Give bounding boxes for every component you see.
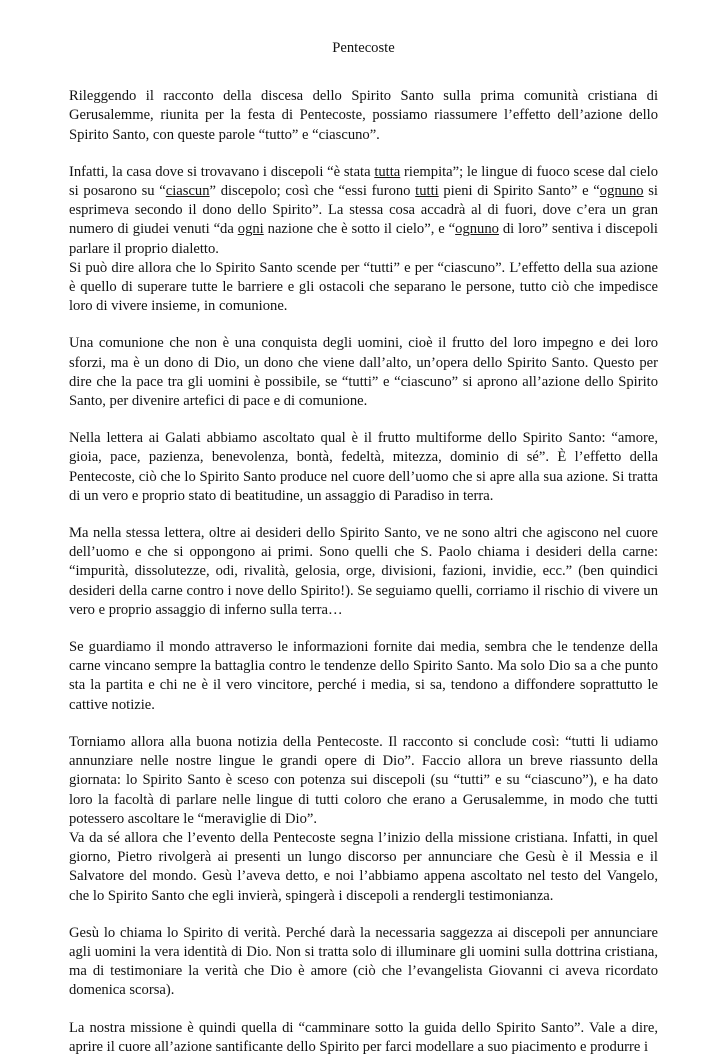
text-run: Rileggendo il racconto della discesa dello Spirito Santo sulla prima comunità cristiana di Gerusalemme, riunita per la festa di Pentecoste, possiamo riassumere l’effetto dell’azione dello Spirito Santo, con queste parole “tutto” e “ciascuno”. bbox=[69, 88, 658, 143]
paragraph bbox=[69, 638, 658, 715]
text-run: Una comunione che non è una conquista degli uomini, cioè il frutto del loro impegno e dei loro sforzi, ma è un dono di Dio, un dono che viene dall’alto, un’opera dello Spirito Santo. Questo per dire che la pace tra gli uomini è possibile, se “tutti” e “ciascuno” si aprono all’azione dello Spirito Santo, per divenire artefici di pace e di comunione. bbox=[69, 335, 658, 410]
underlined-word: tutti bbox=[415, 183, 439, 200]
underlined-word: ognuno bbox=[599, 183, 644, 200]
underlined-word: tutta bbox=[374, 163, 401, 180]
text-run: Si può dire allora che lo Spirito Santo scende per “tutti” e per “ciascuno”. L’effetto della sua azione è quello di superare tutte le barriere e gli ostacoli che separano le persone, tutto ciò che impedisce loro di vivere insieme, in comunione. bbox=[69, 259, 658, 315]
text-run: nazione che è sotto il cielo”, e “ bbox=[263, 221, 456, 238]
text-run: di loro” sentiva i discepoli parlare il proprio dialetto. bbox=[69, 221, 658, 257]
text-run: Va da sé allora che l’evento della Pentecoste segna l’inizio della missione cristiana. Infatti, in quel giorno, Pietro rivolgerà ai presenti un lungo discorso per annunciare che Gesù è il Messia e il Salvatore del mondo. Gesù l’aveva detto, e noi l’abbiamo appena ascoltato nel testo del Vangelo, che lo Spirito Santo che egli invierà, spingerà i discepoli a rendergli testimonianza. bbox=[69, 829, 658, 904]
document-title: Pentecoste bbox=[332, 40, 395, 56]
text-run: Torniamo allora alla buona notizia della Pentecoste. Il racconto si conclude così: “tutti li udiamo annunziare nelle nostre lingue le grandi opere di Dio”. Faccio allora un breve riassunto della giornata: lo Spirito Santo è sceso con potenza sui discepoli (su “tutti” e su “ciascuno”), e ha dato loro la facoltà di parlare nelle lingue di tutti coloro che erano a Gerusalemme, in modo che tutti potessero ascoltare le “meraviglie di Dio”. bbox=[69, 733, 658, 827]
underlined-word: ciascun bbox=[165, 183, 210, 200]
paragraph bbox=[69, 429, 658, 506]
text-run: Infatti, la casa dove si trovavano i discepoli “è stata bbox=[69, 163, 375, 180]
text-run: riempita”; le lingue di fuoco scese dal cielo si posarono su “ bbox=[69, 163, 658, 200]
paragraph bbox=[69, 87, 658, 145]
underlined-word: ognuno bbox=[455, 221, 499, 238]
document-body bbox=[69, 87, 658, 1057]
text-run: La nostra missione è quindi quella di “camminare sotto la guida dello Spirito Santo”. Vale a dire, aprire il cuore all’azione santificante dello Spirito per farci modellare a suo piacimento e produrre i bbox=[69, 1019, 658, 1055]
text-run: ” discepolo; così che “essi furono bbox=[209, 183, 416, 200]
text-run: Se guardiamo il mondo attraverso le informazioni fornite dai media, sembra che le tendenze della carne vincano sempre la battaglia contro le tendenze dello Spirito Santo. Ma solo Dio sa a che punto sta la partita e chi ne è il vero vincitore, perché i media, si sa, tendono a diffondere soprattutto le cattive notizie. bbox=[69, 639, 658, 713]
paragraph bbox=[69, 524, 658, 620]
paragraph bbox=[69, 829, 658, 906]
text-run: Ma nella stessa lettera, oltre ai desideri dello Spirito Santo, ve ne sono altri che agiscono nel cuore dell’uomo e che si oppongono ai primi. Sono quelli che S. Paolo chiama i desideri della carne: “impurità, dissolutezze, odi, rivalità, gelosia, orge, divisioni, fazioni, invidie, ecc.” (ben quindici desideri della carne contro i nove dello Spirito!). Se seguiamo quelli, corriamo il rischio di vivere un vero e proprio assaggio di inferno sulla terra… bbox=[69, 525, 658, 618]
paragraph bbox=[69, 334, 658, 411]
paragraph bbox=[69, 163, 658, 259]
paragraph bbox=[69, 259, 658, 317]
underlined-word: ogni bbox=[237, 221, 264, 238]
paragraph bbox=[69, 924, 658, 1001]
paragraph bbox=[69, 733, 658, 829]
text-run: Nella lettera ai Galati abbiamo ascoltato qual è il frutto multiforme dello Spirito Santo: “amore, gioia, pace, pazienza, benevolenza, bontà, fedeltà, mitezza, dominio di sé”. È l’effetto della Pentecoste, ciò che lo Spirito Santo produce nel cuore dell’uomo che si apre alla sua azione. Si tratta di un vero e proprio stato di beatitudine, un assaggio di Paradiso in terra. bbox=[69, 430, 658, 504]
text-run: Gesù lo chiama lo Spirito di verità. Perché darà la necessaria saggezza ai discepoli per annunciare agli uomini la vera identità di Dio. Non si tratta solo di illuminare gli uomini sulla dottrina cristiana, ma di testimoniare la verità che Dio è amore (ciò che l’evangelista Giovanni ci aveva ricordato domenica scorsa). bbox=[69, 924, 658, 999]
paragraph bbox=[69, 1019, 658, 1057]
text-run: pieni di Spirito Santo” e “ bbox=[438, 183, 600, 200]
text-run: si esprimeva secondo il dono dello Spirito”. La stessa cosa accadrà al di fuori, dove c’era un gran numero di giudei venuti “da bbox=[69, 183, 658, 238]
